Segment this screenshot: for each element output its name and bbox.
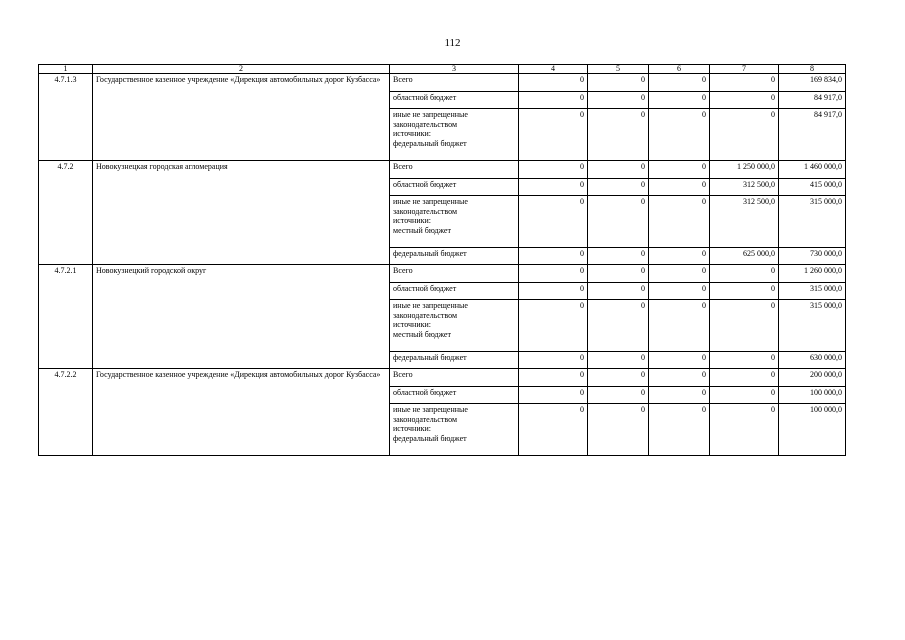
value-cell: 0 bbox=[649, 283, 710, 300]
source-label bbox=[390, 196, 519, 248]
source-label: местный бюджет bbox=[393, 225, 451, 235]
budget-table bbox=[38, 64, 846, 456]
source-label: иные не запрещенные bbox=[393, 301, 468, 310]
source-label: областной бюджет bbox=[390, 387, 519, 404]
value-cell: 0 bbox=[519, 161, 588, 179]
source-label: источники: bbox=[393, 216, 431, 225]
value-cell: 625 000,0 bbox=[710, 248, 779, 265]
value-cell: 0 bbox=[649, 387, 710, 404]
value-cell: 0 bbox=[588, 404, 649, 456]
value-cell: 0 bbox=[710, 369, 779, 387]
value-cell: 0 bbox=[588, 387, 649, 404]
value-cell: 730 000,0 bbox=[779, 248, 846, 265]
value-cell: 0 bbox=[649, 300, 710, 352]
row-name: Новокузнецкий городской округ bbox=[93, 265, 390, 369]
value-cell: 1 250 000,0 bbox=[710, 161, 779, 179]
value-cell: 0 bbox=[649, 161, 710, 179]
source-label: областной бюджет bbox=[390, 283, 519, 300]
value-cell: 0 bbox=[519, 74, 588, 92]
table-row bbox=[39, 161, 846, 179]
source-label: Всего bbox=[390, 369, 519, 387]
table-row bbox=[39, 369, 846, 387]
value-cell: 315 000,0 bbox=[779, 196, 846, 248]
column-header: 2 bbox=[93, 65, 390, 74]
value-cell: 100 000,0 bbox=[779, 387, 846, 404]
value-cell: 630 000,0 bbox=[779, 352, 846, 369]
column-header: 5 bbox=[588, 65, 649, 74]
row-code: 4.7.2 bbox=[39, 161, 93, 265]
value-cell: 0 bbox=[710, 74, 779, 92]
value-cell: 0 bbox=[588, 196, 649, 248]
row-name: Государственное казенное учреждение «Дирекция автомобильных дорог Кузбасса» bbox=[93, 369, 390, 456]
source-label: законодательством bbox=[393, 414, 458, 424]
source-label: источники: bbox=[393, 129, 431, 138]
column-header: 7 bbox=[710, 65, 779, 74]
source-label: иные не запрещенные bbox=[393, 405, 468, 414]
table-row bbox=[39, 74, 846, 92]
value-cell: 0 bbox=[588, 283, 649, 300]
value-cell: 0 bbox=[710, 387, 779, 404]
value-cell: 0 bbox=[588, 300, 649, 352]
value-cell: 0 bbox=[519, 196, 588, 248]
value-cell: 0 bbox=[710, 265, 779, 283]
value-cell: 0 bbox=[588, 109, 649, 161]
value-cell: 0 bbox=[649, 179, 710, 196]
value-cell: 0 bbox=[519, 92, 588, 109]
value-cell: 0 bbox=[519, 404, 588, 456]
source-label bbox=[390, 300, 519, 352]
column-header: 6 bbox=[649, 65, 710, 74]
value-cell: 84 917,0 bbox=[779, 109, 846, 161]
value-cell: 0 bbox=[710, 404, 779, 456]
value-cell: 0 bbox=[519, 283, 588, 300]
row-name: Государственное казенное учреждение «Дирекция автомобильных дорог Кузбасса» bbox=[93, 74, 390, 161]
value-cell: 0 bbox=[588, 369, 649, 387]
row-name: Новокузнецкая городская агломерация bbox=[93, 161, 390, 265]
value-cell: 0 bbox=[519, 109, 588, 161]
source-label: источники: bbox=[393, 424, 431, 433]
value-cell: 0 bbox=[588, 161, 649, 179]
value-cell: 0 bbox=[519, 300, 588, 352]
value-cell: 0 bbox=[649, 352, 710, 369]
source-label: федеральный бюджет bbox=[393, 433, 467, 443]
source-label bbox=[390, 109, 519, 161]
value-cell: 0 bbox=[649, 109, 710, 161]
value-cell: 0 bbox=[519, 387, 588, 404]
value-cell: 1 260 000,0 bbox=[779, 265, 846, 283]
source-label: законодательством bbox=[393, 310, 458, 320]
source-label: местный бюджет bbox=[393, 329, 451, 339]
value-cell: 0 bbox=[649, 265, 710, 283]
value-cell: 0 bbox=[588, 352, 649, 369]
value-cell: 315 000,0 bbox=[779, 300, 846, 352]
value-cell: 0 bbox=[588, 74, 649, 92]
column-header: 3 bbox=[390, 65, 519, 74]
value-cell: 0 bbox=[649, 248, 710, 265]
row-code: 4.7.2.1 bbox=[39, 265, 93, 369]
source-label: иные не запрещенные bbox=[393, 197, 468, 206]
source-label: законодательством bbox=[393, 119, 458, 129]
value-cell: 100 000,0 bbox=[779, 404, 846, 456]
column-header: 1 bbox=[39, 65, 93, 74]
value-cell: 0 bbox=[710, 109, 779, 161]
value-cell: 0 bbox=[710, 92, 779, 109]
source-label: областной бюджет bbox=[390, 179, 519, 196]
value-cell: 200 000,0 bbox=[779, 369, 846, 387]
value-cell: 312 500,0 bbox=[710, 179, 779, 196]
source-label: федеральный бюджет bbox=[393, 138, 467, 148]
value-cell: 0 bbox=[710, 352, 779, 369]
value-cell: 84 917,0 bbox=[779, 92, 846, 109]
source-label: федеральный бюджет bbox=[390, 352, 519, 369]
row-code: 4.7.1.3 bbox=[39, 74, 93, 161]
value-cell: 415 000,0 bbox=[779, 179, 846, 196]
value-cell: 169 834,0 bbox=[779, 74, 846, 92]
value-cell: 0 bbox=[588, 248, 649, 265]
source-label: источники: bbox=[393, 320, 431, 329]
value-cell: 0 bbox=[710, 283, 779, 300]
source-label bbox=[390, 404, 519, 456]
column-header: 8 bbox=[779, 65, 846, 74]
column-header: 4 bbox=[519, 65, 588, 74]
source-label: иные не запрещенные bbox=[393, 110, 468, 119]
page-number: 112 bbox=[444, 37, 461, 49]
value-cell: 0 bbox=[649, 196, 710, 248]
value-cell: 0 bbox=[649, 92, 710, 109]
source-label: областной бюджет bbox=[390, 92, 519, 109]
source-label: Всего bbox=[390, 161, 519, 179]
value-cell: 312 500,0 bbox=[710, 196, 779, 248]
value-cell: 1 460 000,0 bbox=[779, 161, 846, 179]
value-cell: 0 bbox=[519, 265, 588, 283]
value-cell: 0 bbox=[710, 300, 779, 352]
value-cell: 0 bbox=[649, 404, 710, 456]
value-cell: 0 bbox=[519, 179, 588, 196]
value-cell: 0 bbox=[588, 92, 649, 109]
value-cell: 0 bbox=[649, 74, 710, 92]
table-row bbox=[39, 265, 846, 283]
value-cell: 0 bbox=[519, 352, 588, 369]
row-code: 4.7.2.2 bbox=[39, 369, 93, 456]
value-cell: 0 bbox=[519, 248, 588, 265]
value-cell: 0 bbox=[588, 179, 649, 196]
value-cell: 0 bbox=[519, 369, 588, 387]
source-label: законодательством bbox=[393, 206, 458, 216]
source-label: Всего bbox=[390, 74, 519, 92]
value-cell: 0 bbox=[588, 265, 649, 283]
header-row bbox=[39, 65, 846, 74]
value-cell: 0 bbox=[649, 369, 710, 387]
source-label: Всего bbox=[390, 265, 519, 283]
value-cell: 315 000,0 bbox=[779, 283, 846, 300]
source-label: федеральный бюджет bbox=[390, 248, 519, 265]
